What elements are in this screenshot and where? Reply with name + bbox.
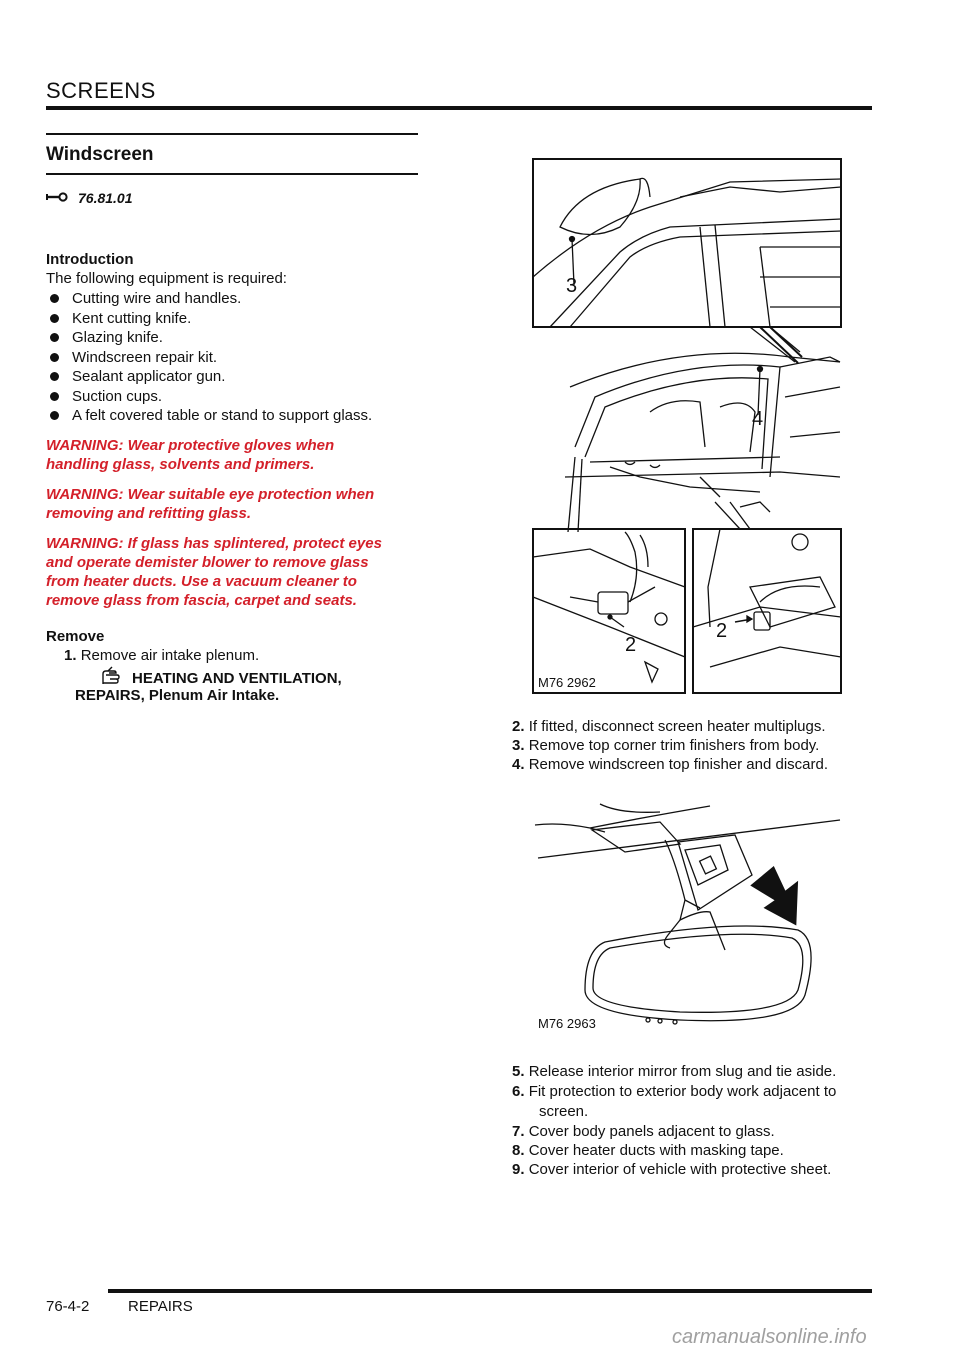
step-3: 3. Remove top corner trim finishers from body. xyxy=(512,737,820,754)
step-6: 6. Fit protection to exterior body work adjacent to xyxy=(512,1083,837,1100)
warning-splintered-glass: WARNING: If glass has splintered, protect eyes and operate demister blower to remove glass from heater ducts. Use a vacuum cleaner to remove glass from fascia, carpet and seats. xyxy=(46,535,382,609)
page-header-title: SCREENS xyxy=(46,78,156,103)
operation-code-icon xyxy=(46,190,68,206)
step-5: 5. Release interior mirror from slug and tie aside. xyxy=(512,1063,837,1080)
intro-heading: Introduction xyxy=(46,251,134,268)
bullet-icon xyxy=(50,392,59,401)
step-4: 4. Remove windscreen top finisher and discard. xyxy=(512,756,829,773)
remove-heading: Remove xyxy=(46,628,105,645)
figure-windscreen-removal xyxy=(530,157,844,695)
callout-3: 3 xyxy=(566,275,578,297)
figure2-caption: M76 2963 xyxy=(538,1016,596,1031)
page-number: 76-4-2 xyxy=(46,1298,90,1315)
figure-interior-mirror xyxy=(530,800,844,1040)
callout-2-right: 2 xyxy=(716,620,728,642)
step-9: 9. Cover interior of vehicle with protective sheet. xyxy=(512,1161,832,1178)
operation-code xyxy=(46,190,133,206)
step-6-continued: screen. xyxy=(539,1103,589,1120)
step-1: 1. Remove air intake plenum. xyxy=(64,647,260,664)
callout-4: 4 xyxy=(752,408,764,430)
windscreen-illustration xyxy=(530,157,844,695)
bullet-icon xyxy=(50,372,59,381)
list-item: A felt covered table or stand to support glass. xyxy=(46,406,372,426)
warning-eye-protection: WARNING: Wear suitable eye protection when removing and refitting glass. xyxy=(46,486,375,522)
bullet-icon xyxy=(50,314,59,323)
operation-code-text: 76.81.01 xyxy=(78,190,133,206)
interior-mirror-illustration xyxy=(530,800,844,1040)
warning-gloves: WARNING: Wear protective gloves when handling glass, solvents and primers. xyxy=(46,437,335,473)
figure1-caption: M76 2962 xyxy=(538,675,596,690)
list-item: Cutting wire and handles. xyxy=(46,289,372,309)
equipment-list xyxy=(46,289,372,426)
bullet-icon xyxy=(50,353,59,362)
step-7: 7. Cover body panels adjacent to glass. xyxy=(512,1123,775,1140)
list-item: Windscreen repair kit. xyxy=(46,348,372,368)
section-bottom-rule xyxy=(46,173,418,175)
list-item: Suction cups. xyxy=(46,387,372,407)
callout-2-left: 2 xyxy=(625,634,637,656)
cross-reference[interactable]: HEATING AND VENTILATION, xyxy=(100,666,342,691)
footer-rule xyxy=(108,1289,872,1293)
intro-lead: The following equipment is required: xyxy=(46,270,287,287)
list-item: Sealant applicator gun. xyxy=(46,367,372,387)
bullet-icon xyxy=(50,411,59,420)
list-item: Glazing knife. xyxy=(46,328,372,348)
footer-section: REPAIRS xyxy=(128,1298,193,1315)
list-item: Kent cutting knife. xyxy=(46,309,372,329)
bullet-icon xyxy=(50,333,59,342)
step-8: 8. Cover heater ducts with masking tape. xyxy=(512,1142,784,1159)
step-2: 2. If fitted, disconnect screen heater multiplugs. xyxy=(512,718,826,735)
header-rule xyxy=(46,106,872,110)
cross-reference-line2[interactable]: REPAIRS, Plenum Air Intake. xyxy=(75,687,280,704)
section-title: Windscreen xyxy=(46,144,154,165)
section-top-rule xyxy=(46,133,418,135)
watermark[interactable]: carmanualsonline.info xyxy=(672,1326,867,1348)
bullet-icon xyxy=(50,294,59,303)
